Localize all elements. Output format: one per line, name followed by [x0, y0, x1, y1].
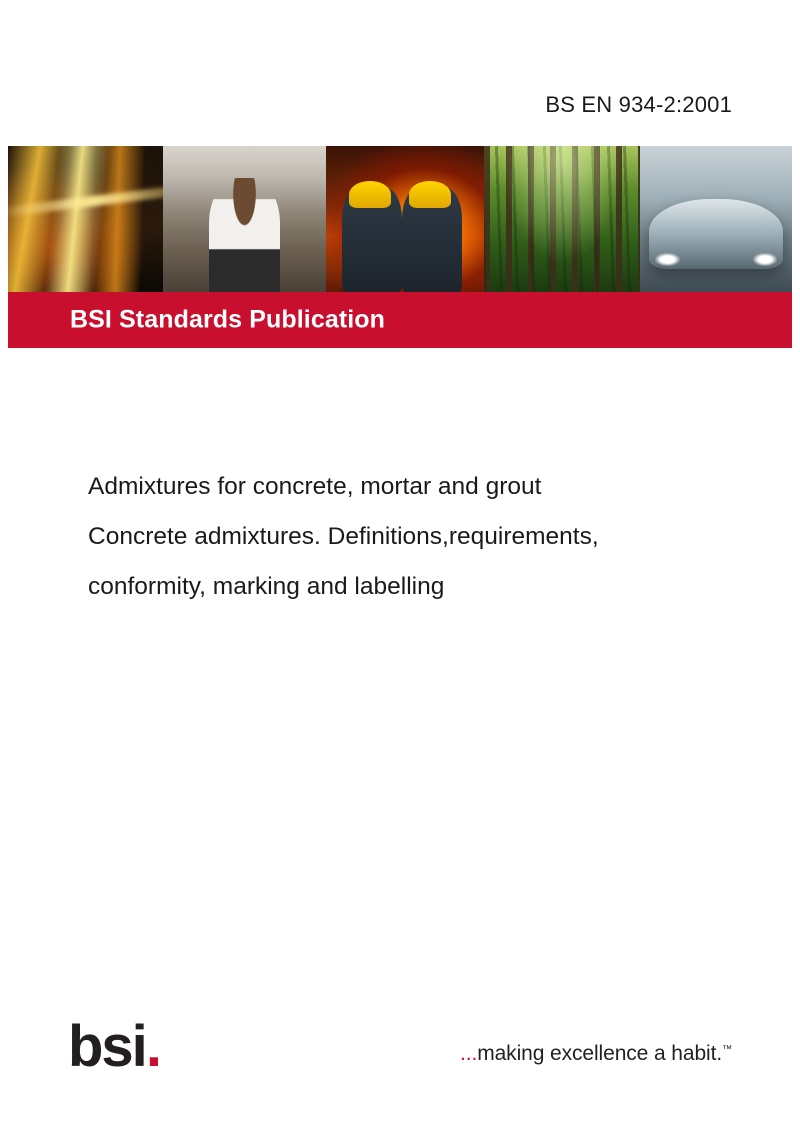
publication-banner-label: BSI Standards Publication: [70, 305, 386, 334]
forest-photo: [484, 146, 640, 292]
light-trails-photo: [8, 146, 163, 292]
document-title: [88, 462, 748, 612]
title-line-1: Admixtures for concrete, mortar and grout: [88, 473, 542, 500]
car-photo: [640, 146, 792, 292]
firefighter-figure-right: [402, 187, 462, 292]
title-line-3: conformity, marking and labelling: [88, 573, 445, 600]
headlight-glow-left: [655, 253, 679, 266]
cover-image-strip: [8, 146, 792, 292]
firefighters-photo: [326, 146, 484, 292]
helmet-icon: [409, 181, 451, 208]
bsi-logo-dot: .: [145, 1014, 160, 1079]
trademark-symbol: ™: [722, 1044, 732, 1055]
tagline-lead: ...: [459, 1042, 478, 1065]
standard-number: BS EN 934-2:2001: [545, 92, 732, 117]
title-line-2: Concrete admixtures. Definitions,requirements,: [88, 523, 599, 550]
bsi-logo-text: bsi: [68, 1014, 146, 1079]
tagline: [460, 1042, 732, 1066]
firefighter-figure-left: [342, 187, 402, 292]
headlight-glow-right: [753, 253, 777, 266]
warehouse-worker-photo: [163, 146, 326, 292]
bsi-logo: [68, 1014, 160, 1079]
helmet-icon: [349, 181, 391, 208]
tagline-text: making excellence a habit.: [477, 1042, 723, 1065]
publication-banner: [8, 292, 792, 348]
